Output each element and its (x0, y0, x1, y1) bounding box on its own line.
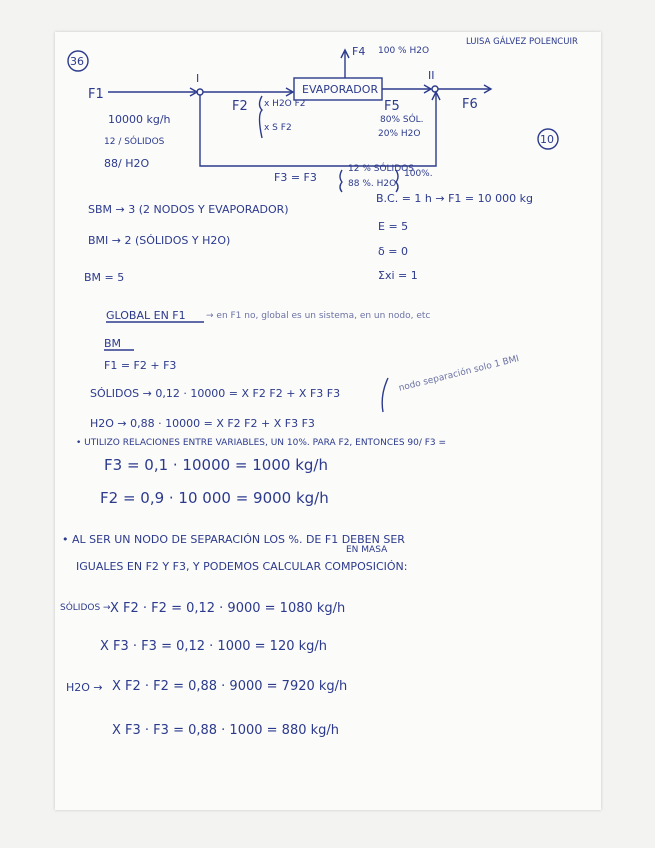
label-f2: F2 (232, 99, 248, 114)
bullet-node-b: IGUALES EN F2 Y F3, Y PODEMOS CALCULAR COMPOSICIÓN: (76, 560, 408, 573)
f1-flow: 10000 kg/h (108, 113, 171, 126)
delta-line: δ = 0 (378, 245, 408, 258)
label-f4: F4 (352, 45, 366, 58)
sbm-line: SBM → 3 (2 NODOS Y EVAPORADOR) (88, 203, 289, 216)
evaporator-label: EVAPORADOR (302, 83, 379, 96)
sum-line: Σxi = 1 (378, 269, 418, 282)
water-f3: X F3 · F3 = 0,88 · 1000 = 880 kg/h (112, 723, 340, 738)
e-line: E = 5 (378, 220, 409, 233)
label-f6: F6 (462, 97, 478, 112)
node-2-circle (432, 86, 438, 92)
f3-total: 100%. (404, 169, 433, 179)
f5-solids: 80% SÓL. (380, 115, 424, 125)
label-f5: F5 (384, 99, 400, 114)
bullet-node-a: • AL SER UN NODO DE SEPARACIÓN LOS %. DE F1 DEBEN SER (62, 533, 405, 546)
water-label: H2O → (66, 681, 103, 694)
global-title: GLOBAL EN F1 (106, 309, 186, 322)
global-note: → en F1 no, global es un sistema, en un nodo, etc (206, 311, 431, 321)
eq-water: H2O → 0,88 · 10000 = X F2 F2 + X F3 F3 (90, 417, 315, 430)
bm-line: BM = 5 (84, 271, 125, 284)
score: 10 (540, 133, 554, 146)
f3-equation: F3 = F3 (274, 171, 317, 184)
f3-water: 88 %. H2O (348, 179, 397, 189)
f1-solids: 12 / SÓLIDOS (104, 137, 165, 147)
author-name: LUISA GÁLVEZ POLENCUIR (466, 37, 578, 47)
f2-calc: F2 = 0,9 · 10 000 = 9000 kg/h (100, 489, 329, 507)
bmi-line: BMI → 2 (SÓLIDOS Y H2O) (88, 234, 231, 247)
water-f2: X F2 · F2 = 0,88 · 9000 = 7920 kg/h (112, 679, 348, 694)
brace-side-note (382, 378, 388, 412)
brace-f2 (260, 96, 263, 138)
f3-calc: F3 = 0,1 · 10000 = 1000 kg/h (104, 456, 328, 474)
label-f1: F1 (88, 87, 104, 102)
solids-f3: X F3 · F3 = 0,12 · 1000 = 120 kg/h (100, 639, 328, 654)
global-bm: BM (104, 337, 122, 350)
bc-line: B.C. = 1 h → F1 = 10 000 kg (376, 192, 533, 205)
solids-label: SÓLIDOS → (60, 603, 111, 613)
node-1-label: I (196, 72, 200, 85)
solids-f2: X F2 · F2 = 0,12 · 9000 = 1080 kg/h (110, 601, 346, 616)
f3-solids: 12 % SÓLIDOS (348, 164, 414, 174)
problem-number: 36 (70, 55, 84, 68)
brace-f3-left (340, 170, 342, 192)
f2-comp-solids: x S F2 (264, 123, 292, 133)
eq-solids: SÓLIDOS → 0,12 · 10000 = X F2 F2 + X F3 F3 (90, 387, 341, 400)
side-note: nodo separación solo 1 BMI (397, 354, 521, 394)
f4-comp: 100 % H2O (378, 46, 430, 56)
eq-f1: F1 = F2 + F3 (104, 359, 177, 372)
node-2-label: II (428, 69, 435, 82)
f1-water: 88/ H2O (104, 157, 150, 170)
en-masa: EN MASA (346, 545, 388, 555)
bullet-relations: • UTILIZO RELACIONES ENTRE VARIABLES, UN 10%. PARA F2, ENTONCES 90/ F3 = (76, 438, 447, 448)
f5-water: 20% H2O (378, 129, 421, 139)
f2-comp-water: x H2O F2 (264, 99, 306, 109)
